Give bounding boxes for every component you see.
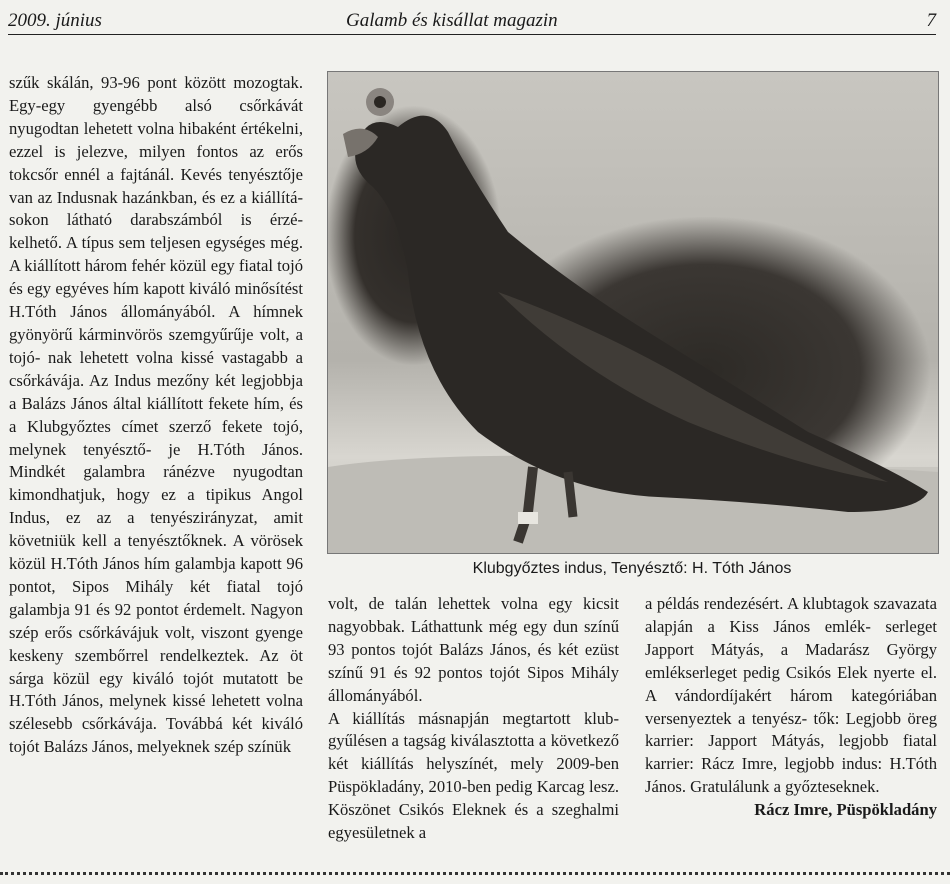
page-number: 7 [926,10,936,31]
article-column-3 [645,593,937,822]
pigeon-photo [327,71,939,554]
author-signature: Rácz Imre, Püspökladány [754,800,937,820]
article-text-col3: a példás rendezésért. A klubtagok szavazata alapján a Kiss János emlék- serleget Japport Mátyás, a Madarász György emlékserleget pedig Csikós Elek nyerte el. A vándordíjakért három kategóriában versenyeztek a tenyész- tők: Legjobb öreg karrier: Japport Mátyás, legjobb fiatal karrier: Rácz Imre, legjobb indus: H.Tóth János. Gratulálunk a győzteseknek. [645,594,937,797]
issue-date: 2009. június [8,10,102,31]
article-text-col1: szűk skálán, 93-96 pont között mozogtak. Egy-egy gyengébb alsó csőrkávát nyugodtan lehetett volna hibaként értékelni, ezzel is jelezve, milyen fontos az erős tokcsőr ennél a fajtánál. Kevés tenyésztője van az Indusnak hazánkban, és ez a kiállítá- sokon látható darabszámból is érzé- kelhető. A típus sem teljesen egységes még. A kiállított három fehér közül egy fiatal tojó és egy egyéves hím kapott kiváló minősítést H.Tóth János állományából. A hímnek gyönyörű kárminvörös szemgyűrűje volt, a tojó- nak lehetett volna kissé vastagabb a csőrkávája. Az Indus mezőny két legjobbja a Balázs János által kiállított fekete hím, és a Klubgyőztes címet szerző fekete tojó, melynek tenyésztő- je H.Tóth János. Mindkét galambra ránézve nyugodtan kimondhatjuk, hogy ez a tipikus Angol Indus, ez az a tenyészirányzat, amit követniük kell a tenyésztőknek. A vörösek közül H.Tóth János hím galambja kapott 96 pontot, Sipos Mihály két fiatal tojó galambja 91 és 92 pontot érdemelt. Nagyon szép erős csőrkávájuk volt, viszont gyenge keskeny szembőrrel rendelkeztek. Az öt sárga közül egy kiváló tojót mutatott be H.Tóth János, melynek kissé lehetett volna szélesebb csőrkávája. Továbbá két kiváló tojót Balázs János, melyeknek szép színük [9,73,303,757]
footer-dotted-rule [0,872,950,875]
page-header [8,8,936,35]
article-column-1 [9,72,303,759]
article-column-2 [328,593,619,845]
pigeon-illustration [328,72,938,553]
article-text-col2-p2: A kiállítás másnapján megtartott klub- gyűlésen a tagság kiválasztotta a következő két kiállítás helyszínét, mely 2009-ben Püspökladány, 2010-ben pedig Karcag lesz. Köszönet Csikós Eleknek és a szeghalmi egyesületnek a [328,708,619,843]
article-text-col2-p1: volt, de talán lehettek volna egy kicsit nagyobbak. Láthattunk még egy dun színű 93 pontos tojót Balázs János, és két ezüst színű 91 és 92 pontos tojót Sipos Mihály állományából. [328,594,619,705]
photo-caption: Klubgyőztes indus, Tenyésztő: H. Tóth János [472,560,792,577]
magazine-title: Galamb és kisállat magazin [346,10,558,31]
